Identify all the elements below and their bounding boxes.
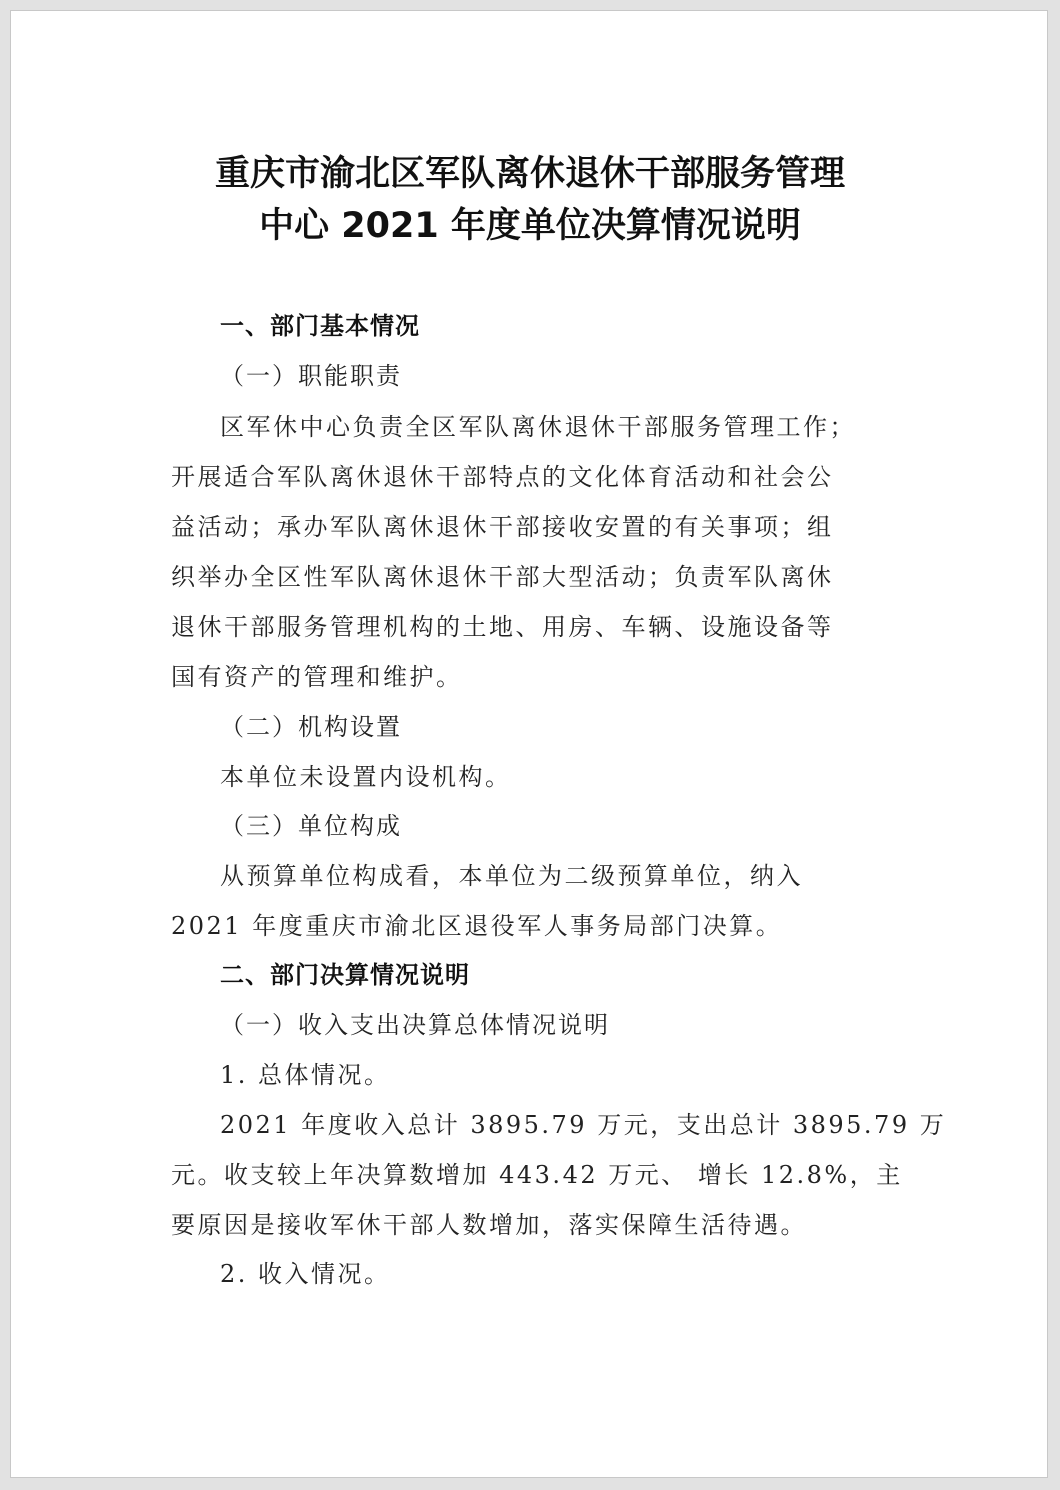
paragraph-line: 退休干部服务管理机构的土地、用房、车辆、设施设备等 [171,613,834,641]
paragraph-line: 元。收支较上年决算数增加 443.42 万元、 增长 12.8%，主 [171,1161,903,1189]
paragraph-line: 2021 年度收入总计 3895.79 万元，支出总计 3895.79 万 [220,1111,947,1139]
list-item-heading: 2. 收入情况。 [220,1260,391,1288]
subsection-heading-composition: （三）单位构成 [220,812,402,840]
paragraph-line: 益活动；承办军队离休退休干部接收安置的有关事项；组 [171,513,834,541]
paragraph-line: 国有资产的管理和维护。 [171,663,463,691]
paragraph-line: 区军休中心负责全区军队离休退休干部服务管理工作； [220,413,856,441]
paragraph-line: 本单位未设置内设机构。 [220,763,512,791]
document-title-line-1: 重庆市渝北区军队离休退休干部服务管理 [214,154,845,194]
subsection-heading-duties: （一）职能职责 [220,362,402,390]
paragraph-line: 2021 年度重庆市渝北区退役军人事务局部门决算。 [171,912,783,940]
subsection-heading-structure: （二）机构设置 [220,713,402,741]
paragraph-line: 要原因是接收军休干部人数增加，落实保障生活待遇。 [171,1211,807,1239]
document-page [10,10,1048,1478]
subsection-heading-overview: （一）收入支出决算总体情况说明 [220,1011,610,1039]
document-title-line-2: 中心 2021 年度单位决算情况说明 [259,206,801,246]
paragraph-line: 从预算单位构成看，本单位为二级预算单位，纳入 [220,862,803,890]
list-item-heading: 1. 总体情况。 [220,1061,391,1089]
section-heading-2: 二、部门决算情况说明 [220,961,470,989]
paragraph-line: 开展适合军队离休退休干部特点的文化体育活动和社会公 [171,463,834,491]
paragraph-line: 织举办全区性军队离休退休干部大型活动；负责军队离休 [171,563,834,591]
section-heading-1: 一、部门基本情况 [220,312,420,340]
